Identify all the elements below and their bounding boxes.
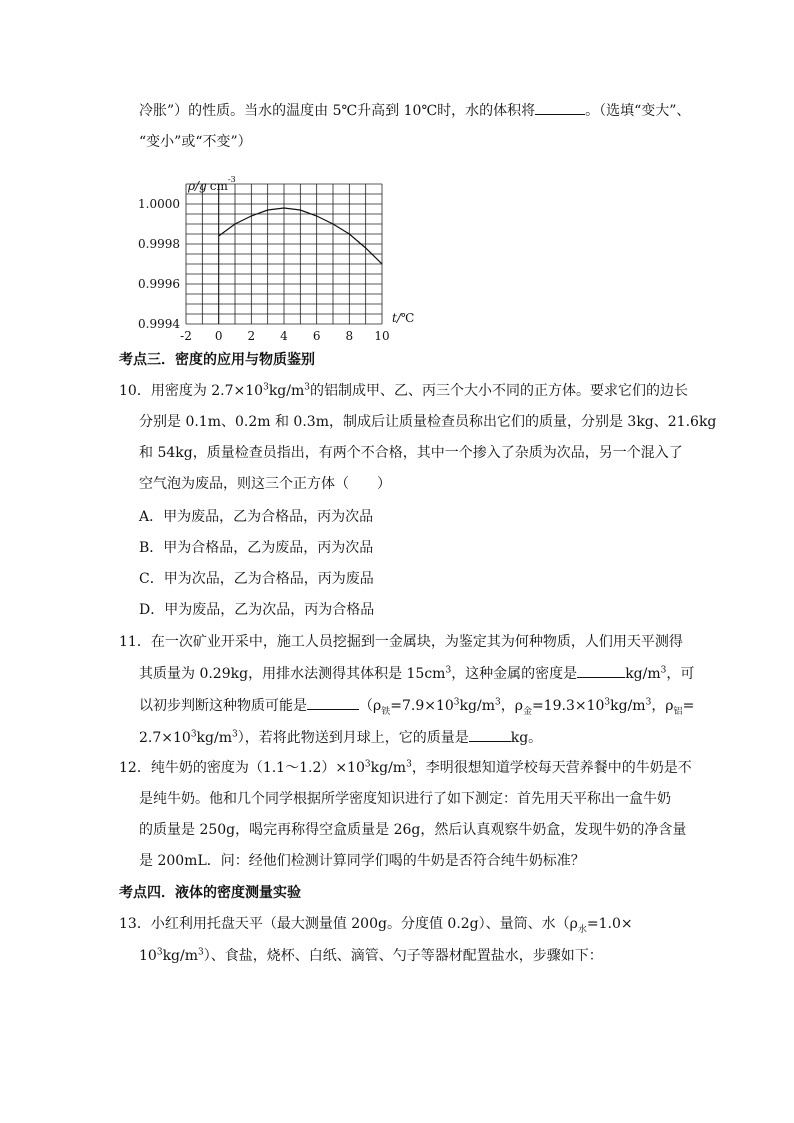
x-tick-label: 4 xyxy=(280,329,288,343)
q10-option-b[interactable]: B．甲为合格品，乙为废品，丙为次品 xyxy=(139,540,374,556)
q10-line-4: 空气泡为废品，则这三个正方体（ ） xyxy=(139,476,391,492)
question-10: 10．用密度为 $2.7\times 10^3kg/m^3$的铝制成甲、乙、丙三个大小不同的正方体。要求它们的边长 xyxy=(119,382,688,399)
question-11: 11．在一次矿业开采中，施工人员挖掘到一金属块，为鉴定其为何种物质，人们用天平测得 xyxy=(119,634,683,650)
x-tick-label: 10 xyxy=(374,329,390,343)
q10-option-c[interactable]: C．甲为次品，乙为合格品，丙为废品 xyxy=(139,571,374,587)
q13-line-2: $10^3kg/m^3$）、食盐，烧杯、白纸、滴管、勺子等器材配置盐水，步骤如下： xyxy=(139,947,603,964)
y-tick-label: 0.9994 xyxy=(138,317,180,331)
q10-line-2: 分别是 0.1m、0.2m 和 0.3m，制成后让质量检查员称出它们的质量，分别是 3kg、21.6kg xyxy=(139,414,717,430)
q11-line-4: $2.7\times 10^3kg/m^3$），若将此物送到月球上，它的质量是 kg。 xyxy=(139,727,542,748)
section-4-title: 考点四．液体的密度测量实验 xyxy=(119,885,301,901)
chart-grid xyxy=(186,184,382,324)
x-tick-label: -2 xyxy=(180,329,192,343)
y-tick-label: 0.9996 xyxy=(138,277,180,291)
q11-line-2: 其质量为 0.29kg，用排水法测得其体积是 $15cm^3$，这种金属的密度是 $kg/m^3$，可 xyxy=(139,663,694,684)
x-tick-label: 0 xyxy=(214,329,223,343)
y-axis-label: ρ/g $cm^{-3}$ xyxy=(188,175,236,193)
answer-blank[interactable] xyxy=(535,100,585,115)
y-tick-label: 0.9998 xyxy=(138,237,180,251)
x-tick-label: 6 xyxy=(312,329,321,343)
answer-blank[interactable] xyxy=(307,695,359,710)
y-tick-label: 1.0000 xyxy=(138,197,180,211)
q11-line-3: 以初步判断这种物质可能是 （$\rho_铁=7.9\times 10^3kg/m^3$，$\rho_金=19.3\times 10^3kg/m^3$，$\rho_铝=$ xyxy=(139,695,694,716)
q12-line-3: 的质量是 250g，喝完再称得空盒质量是 26g，然后认真观察牛奶盒，发现牛奶的净含量 xyxy=(139,822,687,838)
question-13: 13．小红利用托盘天平（最大测量值 200g。分度值 0.2g）、量筒、水（$\rho_水=1.0\times$ xyxy=(119,916,633,935)
intro-line-2: “变小”或“不变”） xyxy=(139,134,252,150)
answer-blank[interactable] xyxy=(469,727,511,742)
q12-line-2: 是纯牛奶。他和几个同学根据所学密度知识进行了如下测定：首先用天平称出一盒牛奶 xyxy=(139,791,671,807)
density-temperature-chart xyxy=(130,166,430,346)
section-3-title: 考点三．密度的应用与物质鉴别 xyxy=(119,352,315,368)
question-12: 12．纯牛奶的密度为$(1.1\sim 1.2)\times 10^3kg/m^3$，李明很想知道学校每天营养餐中的牛奶是不 xyxy=(119,759,692,776)
q10-line-3: 和 54kg，质量检查员指出，有两个不合格，其中一个掺入了杂质为次品，另一个混入了 xyxy=(139,445,683,461)
q10-option-a[interactable]: A．甲为废品，乙为合格品，丙为次品 xyxy=(139,509,374,525)
answer-blank[interactable] xyxy=(577,663,625,678)
x-tick-label: 8 xyxy=(345,329,354,343)
intro-line-1 xyxy=(139,100,690,121)
intro-text: 冷胀”）的性质。当水的温度由 5℃升高到 10℃时，水的体积将 xyxy=(139,103,536,119)
intro-text: 。（选填“变大”、 xyxy=(585,103,691,119)
x-tick-label: 2 xyxy=(247,329,256,343)
q12-line-4: 是 200mL．问：经他们检测计算同学们喝的牛奶是否符合纯牛奶标准？ xyxy=(139,853,585,869)
q10-option-d[interactable]: D．甲为废品，乙为次品，丙为合格品 xyxy=(139,602,375,618)
x-axis-label: t/℃ xyxy=(392,311,415,325)
